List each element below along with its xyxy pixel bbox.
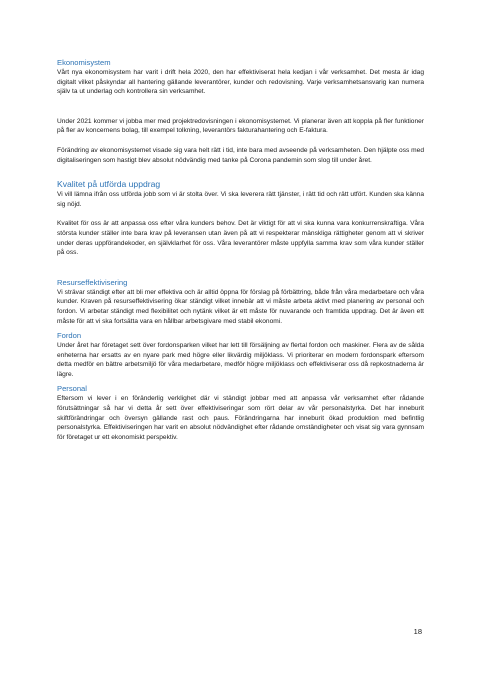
paragraph: Kvalitet för oss är att anpassa oss efter våra kunders behov. Det är viktigt för att vi ska kunna vara konkurrenskraftiga. Våra största kunder ställer inte bara krav på leveransen utan även på att vi respekterar mänskliga rättigheter genom att vi skriver under deras uppförandekoder, en självklarhet för oss. Våra leverantörer måste uppfylla samma krav som våra kunder ställer på oss. <box>57 220 424 257</box>
page-number: 18 <box>413 627 422 636</box>
paragraph: Under 2021 kommer vi jobba mer med projektredovisningen i ekonomisystemet. Vi planerar även att koppla på fler funktioner på fler av koncernens bolag, till exempel tolkning, leverantörs fakturahantering och E-faktura. <box>57 117 424 135</box>
section-heading-personal: Personal <box>57 384 87 394</box>
paragraph: Vårt nya ekonomisystem har varit i drift hela 2020, den har effektiviserat hela kedjan i vår verksamhet. Det mesta är idag digitalt vilket påskyndar all hantering gällande leverantörer, kunder och redovisning. Varje verksamhetsansvarig kan numera själv ta ut underlag och kontrollera sin verksamhet. <box>57 69 424 96</box>
section-heading-kvalitet: Kvalitet på utförda uppdrag <box>57 179 161 190</box>
paragraph: Eftersom vi lever i en föränderlig verklighet där vi ständigt jobbar med att anpassa vår verksamhet efter rådande förutsättningar så har vi detta år sett över effektiviseringar som rört delar av vår personalstyrka. Det har inneburit skiftförändringar och översyn gällande rast och paus. Förändringarna har inneburit ökad produktion med befintlig personalstyrka. Effektiviseringen har varit en absolut nödvändighet efter rådande omständigheter och visat sig vara gynnsam för företaget ur ett ekonomiskt perspektiv. <box>57 395 424 441</box>
paragraph: Vi vill lämna ifrån oss utförda jobb som vi är stolta över. Vi ska leverera rätt tjänster, i rätt tid och rätt utfört. Kunden ska känna sig nöjd. <box>57 191 424 208</box>
paragraph: Under året har företaget sett över fordonsparken vilket har lett till försäljning av flertal fordon och maskiner. Flera av de sålda enheterna har ersatts av en nyare park med högre eller likvärdig miljöklass. Vi prioriterar en modern fordonspark eftersom detta medför en bättre arbetsmiljö för våra medarbetare, medför högre miljöklass och effektiviserar oss då repkostnaderna är lägre. <box>57 342 424 378</box>
page-content <box>57 58 424 442</box>
section-heading-fordon: Fordon <box>57 331 82 341</box>
section-heading-ekonomisystem: Ekonomisystem <box>57 58 111 67</box>
paragraph: Förändring av ekonomisystemet visade sig vara helt rätt i tid, inte bara med avseende på verksamheten. Den hjälpte oss med digitaliseringen som hastigt blev absolut nödvändig med tanke på Corona pandemin som slog till under året. <box>57 146 424 164</box>
section-heading-resurseffektivisering: Resurseffektivisering <box>57 277 128 287</box>
paragraph: Vi strävar ständigt efter att bli mer effektiva och är alltid öppna för förslag på förbättring, både från våra medarbetare och våra kunder. Kraven på resurseffektivisering ökar ständigt vilket innebär att vi måste arbeta aktivt med planering av personal och fordon. Vi arbetar ständigt med flexibilitet och nytänk vilket är ett måste för nuvarande och framtida uppdrag. Det är även ett måste för att vi ska fortsätta vara en hållbar arbetsgivare med stabil ekonomi. <box>57 288 424 325</box>
